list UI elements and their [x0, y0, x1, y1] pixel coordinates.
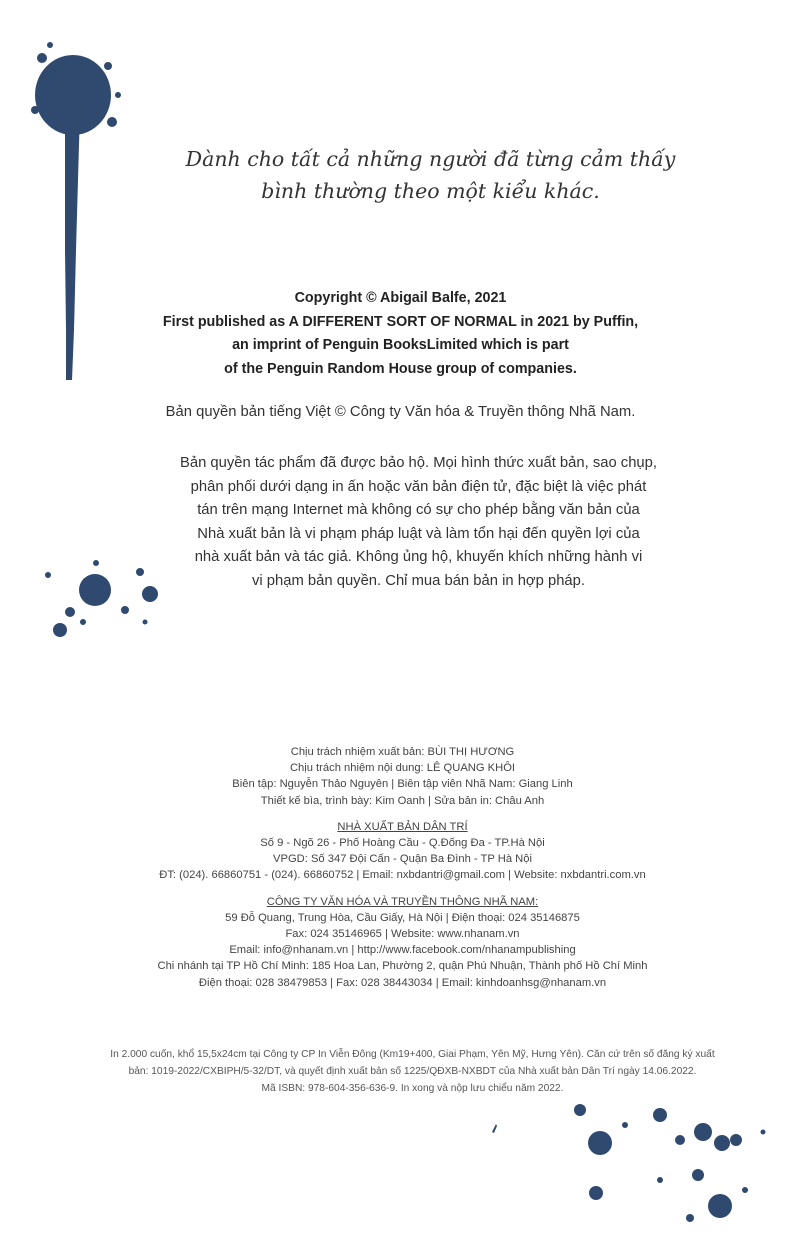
ink-dot — [730, 1134, 742, 1146]
ink-dot — [657, 1177, 663, 1183]
ink-dot — [589, 1186, 603, 1200]
protection-line: Bản quyền tác phẩm đã được bảo hộ. Mọi hình thức xuất bản, sao chụp, — [179, 455, 657, 471]
ink-dot — [574, 1104, 586, 1116]
print-line: Mã ISBN: 978-604-356-636-9. In xong và nộp lưu chiểu năm 2022. — [261, 1083, 564, 1094]
credits-block — [2, 744, 801, 991]
protection-line: Nhà xuất bản là vi phạm pháp luật và làm tổn hại đến quyền lợi của — [197, 525, 640, 542]
protection-line: nhà xuất bản và tác giả. Không ủng hộ, khuyến khích những hành vi — [194, 549, 643, 566]
editors: Biên tập: Nguyễn Thảo Nguyên | Biên tập viên Nhã Nam: Giang Linh — [232, 778, 573, 791]
ink-dot — [53, 623, 67, 637]
ink-dot — [694, 1123, 712, 1141]
ink-dot — [107, 117, 117, 127]
company-email: Email: info@nhanam.vn | http://www.facebook.com/nhanampublishing — [229, 944, 576, 957]
dedication-line: bình thường theo một kiểu khác. — [261, 179, 600, 203]
print-line: bản: 1019-2022/CXBIPH/5-32/DT, và quyết định xuất bản số 1225/QĐXB-NXBDT của Nhà xuất bản Dân Trí ngày 14.06.2022. — [128, 1066, 697, 1077]
publisher-name: NHÀ XUẤT BẢN DÂN TRÍ — [337, 820, 468, 833]
copyright-line: Copyright © Abigail Balfe, 2021 — [294, 290, 507, 306]
ink-dot — [37, 53, 47, 63]
copyright-line: an imprint of Penguin BooksLimited which is part — [232, 337, 569, 353]
ink-dot — [742, 1187, 748, 1193]
ink-dot — [686, 1214, 694, 1222]
copyright-line: of the Penguin Random House group of companies. — [224, 360, 577, 377]
print-line: In 2.000 cuốn, khổ 15,5x24cm tại Công ty CP In Viễn Đông (Km19+400, Giai Phạm, Yên Mỹ, Hưng Yên). Căn cứ trên số đăng ký xuất — [110, 1049, 715, 1060]
ink-dot — [47, 42, 53, 48]
vietnamese-rights: Bản quyền bản tiếng Việt © Công ty Văn hóa & Truyền thông Nhã Nam. — [165, 404, 636, 420]
company-branch: Chi nhánh tại TP Hồ Chí Minh: 185 Hoa Lan, Phường 2, quận Phú Nhuận, Thành phố Hồ Chí Minh — [157, 960, 648, 973]
company-fax: Fax: 024 35146965 | Website: www.nhanam.vn — [285, 928, 520, 941]
ink-blot — [708, 1194, 732, 1218]
design-credits: Thiết kế bìa, trình bày: Kim Oanh | Sửa bản in: Châu Anh — [260, 794, 545, 807]
ink-dot — [66, 133, 74, 141]
publisher-responsible: Chịu trách nhiệm xuất bản: BÙI THỊ HƯƠNG — [290, 746, 515, 758]
protection-line: tán trên mạng Internet mà không có sự cho phép bằng văn bản của — [197, 502, 640, 519]
ink-dot — [115, 92, 121, 98]
ink-dot — [80, 619, 86, 625]
ink-dot — [31, 106, 39, 114]
ink-dot — [761, 1130, 766, 1135]
dedication-line: Dành cho tất cả những người đã từng cảm thấy — [185, 147, 676, 171]
ink-blot — [35, 55, 111, 135]
ink-blot — [588, 1131, 612, 1155]
ink-fleck — [492, 1124, 497, 1133]
copyright-block — [0, 287, 801, 381]
publisher-contact: ĐT: (024). 66860751 - (024). 66860752 | Email: nxbdantri@gmail.com | Website: nxbdantri.com.vn — [159, 869, 646, 882]
ink-dot — [104, 62, 112, 70]
ink-dot — [653, 1108, 667, 1122]
print-info — [12, 1046, 801, 1097]
ink-dot — [714, 1135, 730, 1151]
dedication — [30, 143, 801, 207]
company-branch-contact: Điện thoại: 028 38479853 | Fax: 028 38443034 | Email: kinhdoanhsg@nhanam.vn — [198, 976, 607, 989]
company-address: 59 Đỗ Quang, Trung Hòa, Cầu Giấy, Hà Nội | Điện thoại: 024 35146875 — [225, 911, 580, 924]
ink-dot — [692, 1169, 704, 1181]
ink-dot — [121, 606, 129, 614]
protection-notice — [18, 452, 801, 594]
ink-dot — [675, 1135, 685, 1145]
ink-dot — [65, 607, 75, 617]
protection-line: vi phạm bản quyền. Chỉ mua bán bản in hợp pháp. — [252, 572, 585, 589]
ink-dot — [622, 1122, 628, 1128]
content-responsible: Chịu trách nhiệm nội dung: LÊ QUANG KHÔI — [289, 762, 516, 775]
company-name: CÔNG TY VĂN HÓA VÀ TRUYỀN THÔNG NHÃ NAM: — [266, 895, 539, 908]
ink-dot — [143, 620, 148, 625]
publisher-office: VPGD: Số 347 Đội Cấn - Quận Ba Đình - TP Hà Nội — [273, 853, 532, 866]
publisher-address: Số 9 - Ngõ 26 - Phố Hoàng Cầu - Q.Đống Đa - TP.Hà Nội — [260, 837, 545, 850]
protection-line: phân phối dưới dạng in ấn hoặc văn bản điện tử, đặc biệt là việc phát — [190, 478, 647, 495]
copyright-line: First published as A DIFFERENT SORT OF NORMAL in 2021 by Puffin, — [162, 313, 639, 330]
